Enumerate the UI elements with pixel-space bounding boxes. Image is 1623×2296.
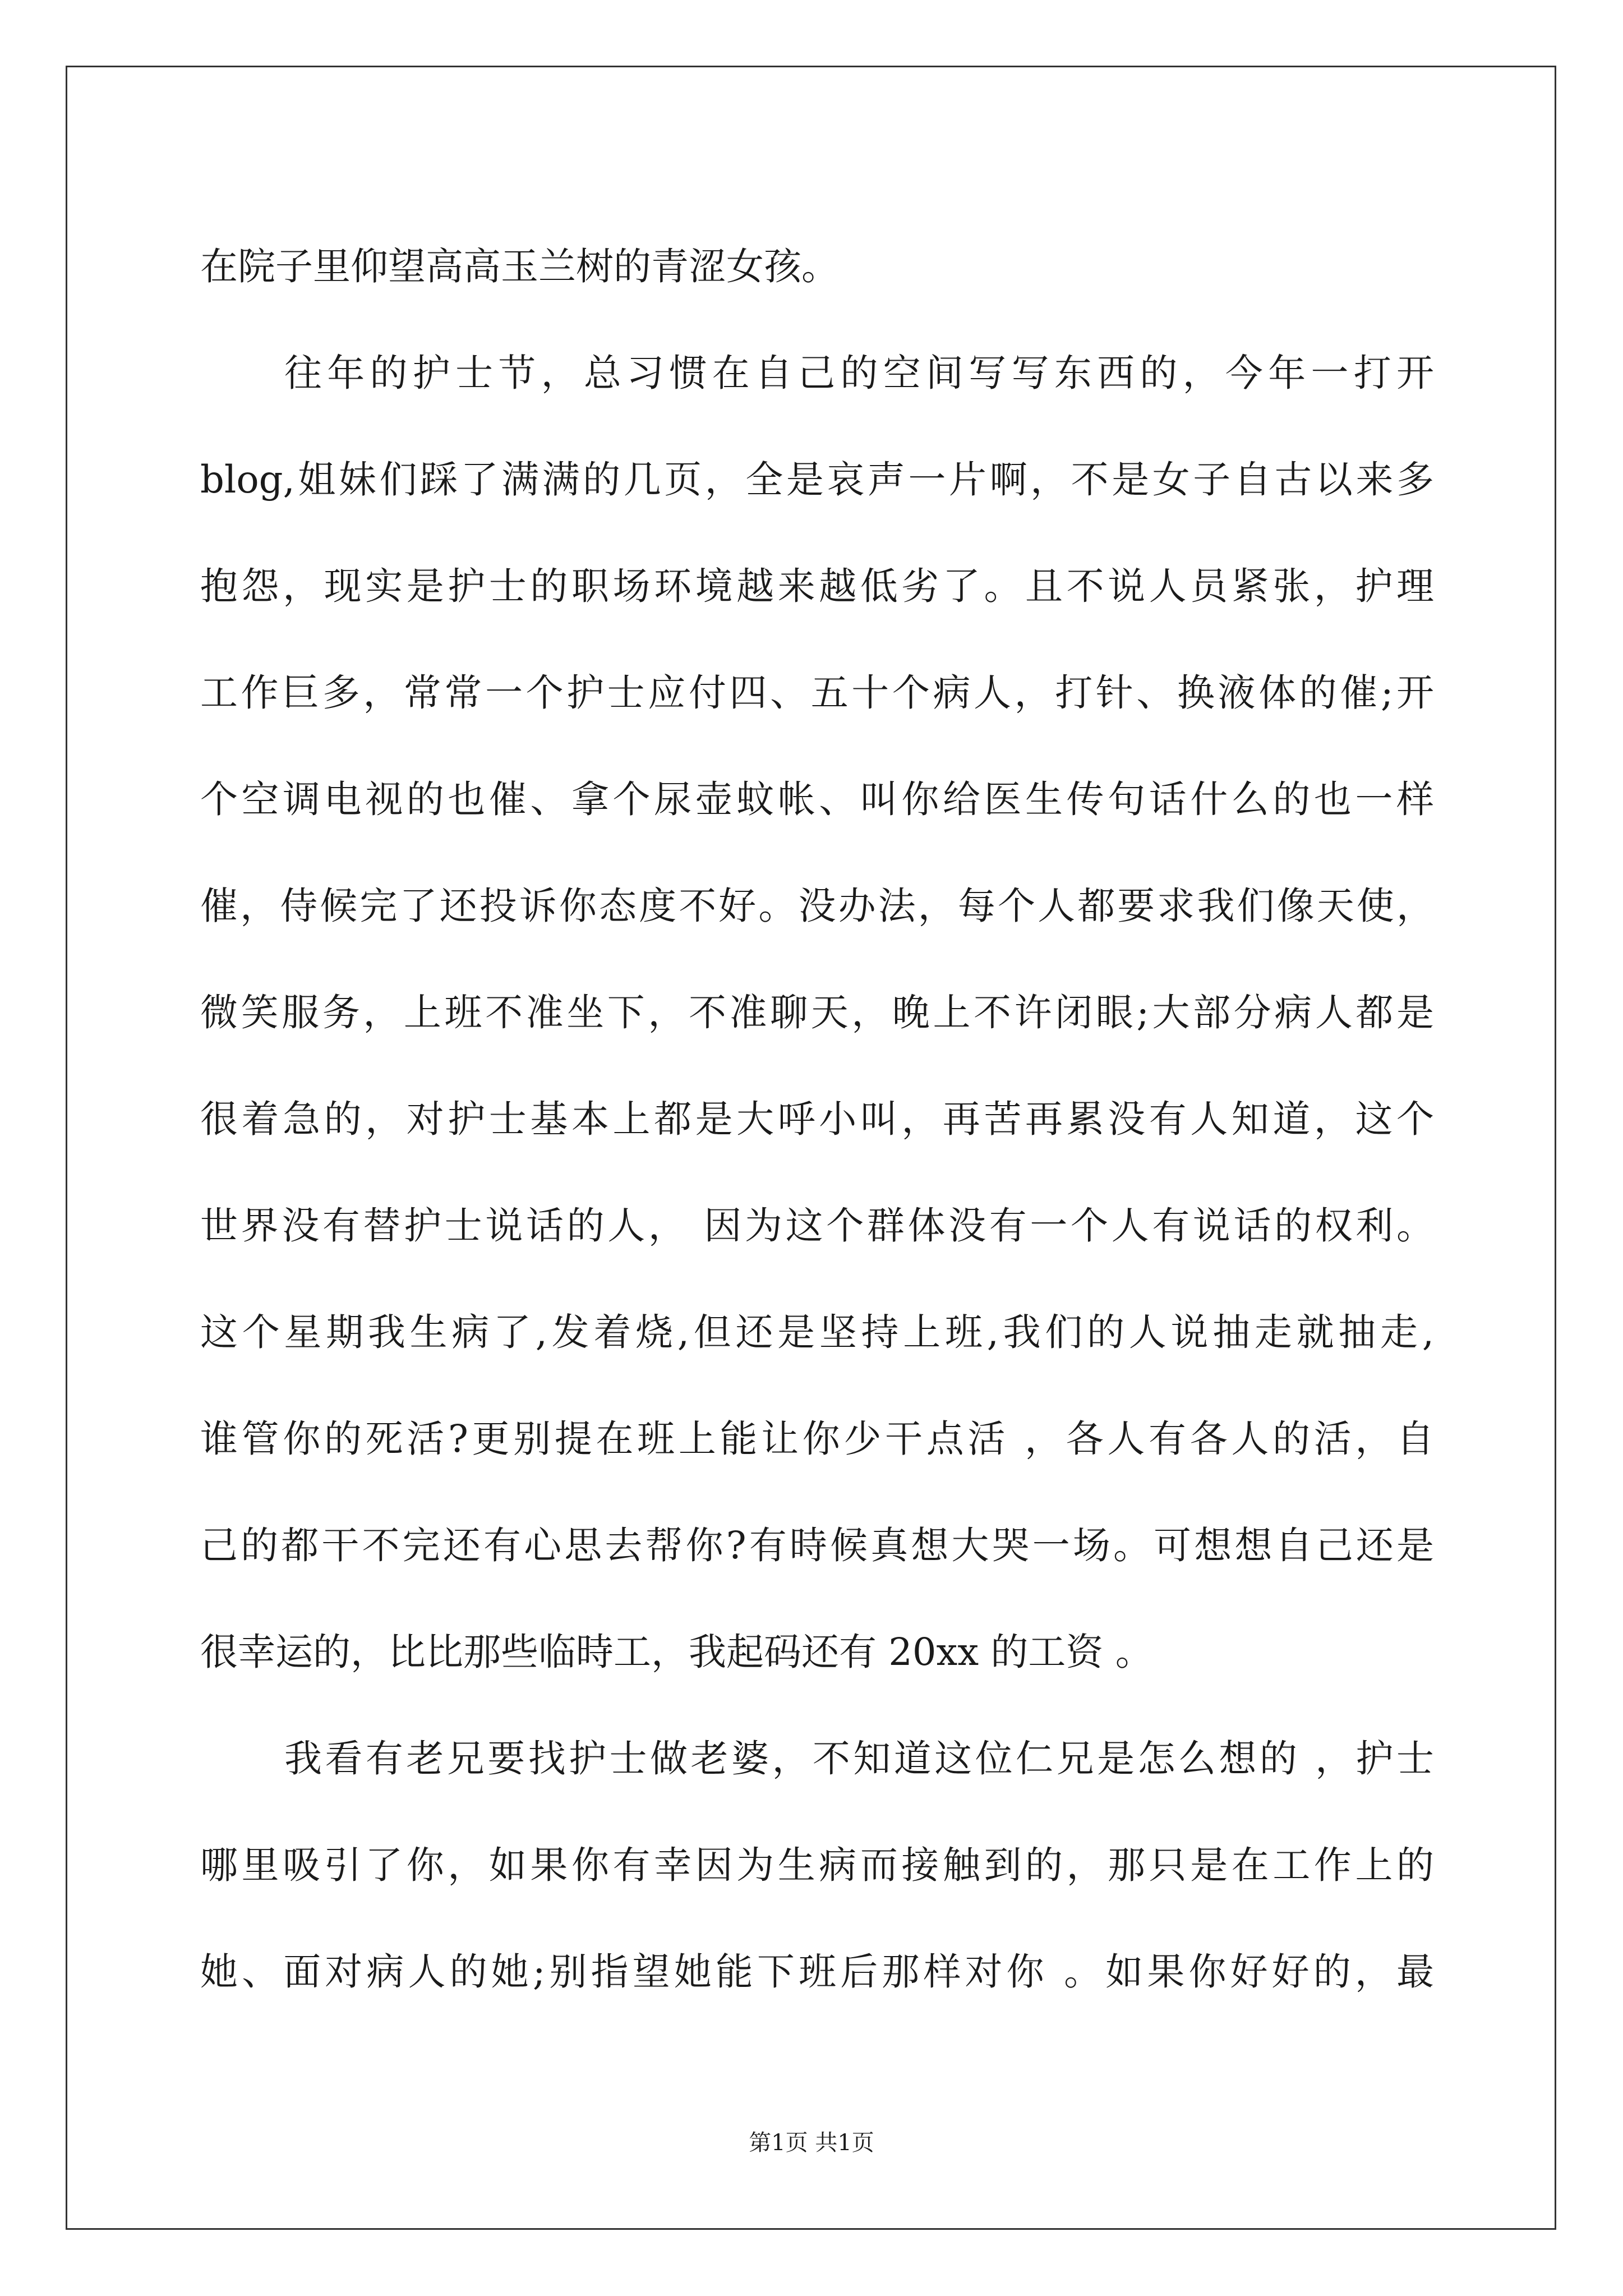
text-line: 这个星期我生病了,发着烧,但还是坚持上班,我们的人说抽走就抽走, — [200, 1310, 1434, 1354]
text-line: 催，侍候完了还投诉你态度不好。没办法，每个人都要求我们像天使， — [200, 884, 1434, 928]
text-line: 世界没有替护士说话的人， 因为这个群体没有一个人有说话的权利。 — [200, 1204, 1434, 1248]
text-line: 抱怨，现实是护士的职场环境越来越低劣了。且不说人员紧张，护理 — [200, 564, 1434, 608]
text-line: 很幸运的，比比那些临時工，我起码还有 20xx 的工资 。 — [200, 1630, 1153, 1674]
text-line: 谁管你的死活?更别提在班上能让你少干点活 ，各人有各人的活，自 — [200, 1417, 1434, 1461]
text-line: 我看有老兄要找护士做老婆，不知道这位仁兄是怎么想的 ，护士 — [284, 1737, 1434, 1780]
page-number-footer: 第1页 共1页 — [749, 2130, 874, 2156]
text-line: 往年的护士节，总习惯在自己的空间写写东西的，今年一打开 — [284, 351, 1434, 395]
text-line: 在院子里仰望高高玉兰树的青涩女孩。 — [200, 245, 839, 288]
text-line: 个空调电视的也催、拿个尿壶蚊帐、叫你给医生传句话什么的也一样 — [200, 777, 1434, 821]
document-body — [200, 213, 1434, 2025]
text-line: 微笑服务，上班不准坐下，不准聊天，晚上不许闭眼;大部分病人都是 — [200, 991, 1434, 1034]
text-line: 己的都干不完还有心思去帮你?有時候真想大哭一场。可想想自己还是 — [200, 1524, 1434, 1567]
text-line: 她、面对病人的她;别指望她能下班后那样对你 。如果你好好的，最 — [200, 1950, 1434, 1994]
text-line: 哪里吸引了你，如果你有幸因为生病而接触到的，那只是在工作上的 — [200, 1843, 1434, 1887]
text-line: 很着急的，对护士基本上都是大呼小叫，再苦再累没有人知道，这个 — [200, 1097, 1434, 1141]
text-line: blog,姐妹们踩了满满的几页，全是哀声一片啊，不是女子自古以来多 — [200, 458, 1434, 501]
text-line: 工作巨多，常常一个护士应付四、五十个病人，打针、换液体的催;开 — [200, 671, 1434, 715]
